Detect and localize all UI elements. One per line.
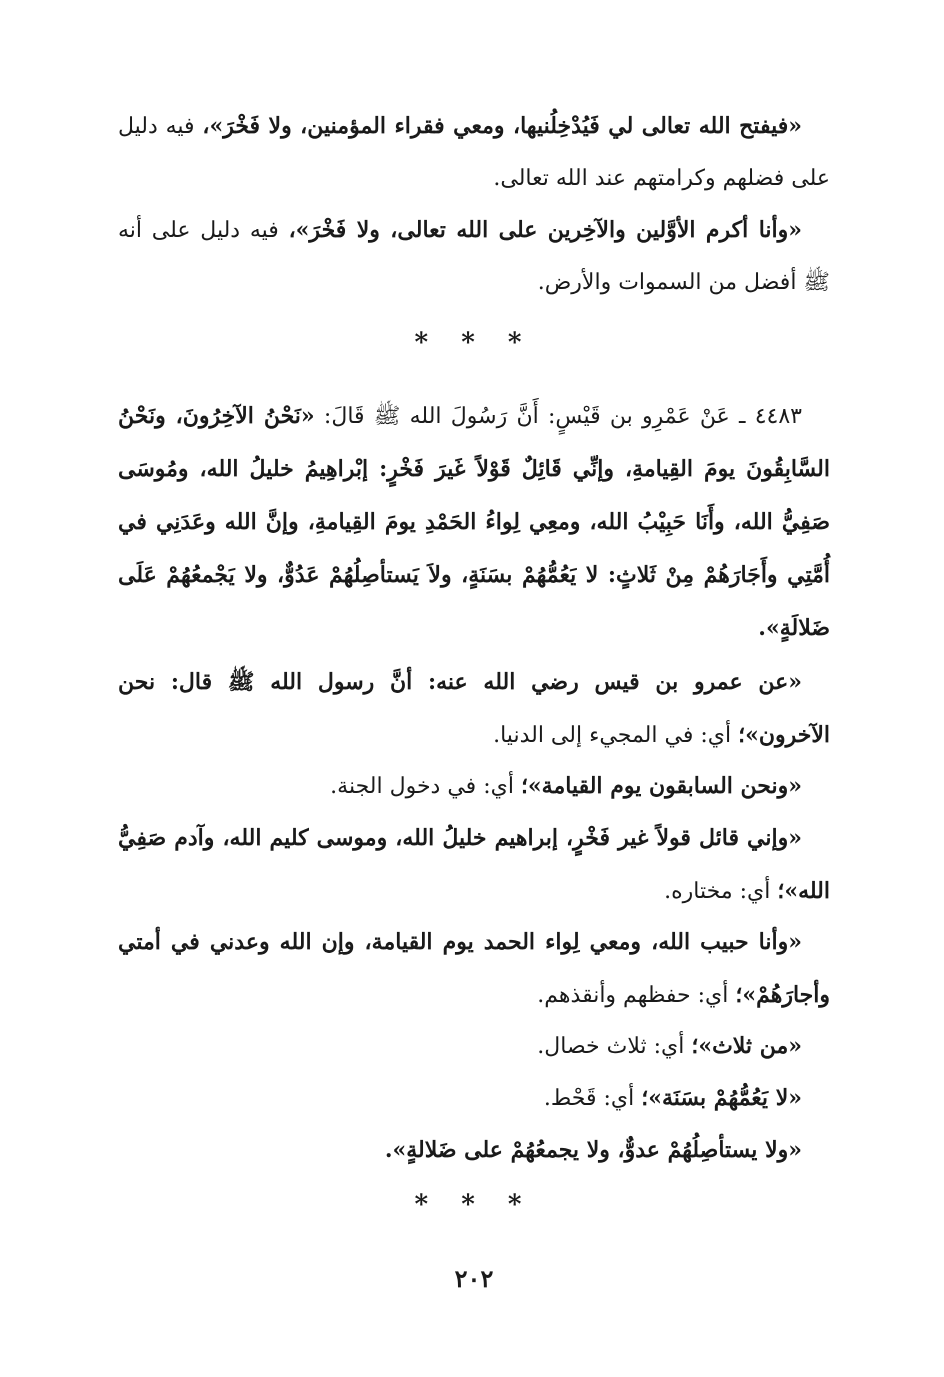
explanation-text: أي: قَحْط. xyxy=(543,1086,642,1111)
paragraph-2 xyxy=(118,204,830,309)
explanation-text: فيه دليل على فضلهم وكرامتهم عند الله تعالى. xyxy=(118,114,830,191)
section-separator: * * * xyxy=(414,1190,534,1220)
quote-text: «وإني قائل قولاً غير فَخْرٍ، إبراهيم خليلُ الله، وموسى كليم الله، وآدم صَفِيُّ الله»؛ xyxy=(118,825,830,904)
explanation-text: فيه دليل على أنه ﷺ أفضل من السموات والأرض. xyxy=(118,218,830,295)
explanation-text: أي: حفظهم وأنقذهم. xyxy=(537,983,736,1008)
commentary-6 xyxy=(118,1072,830,1125)
document-page xyxy=(118,100,830,1360)
page-number: ٢٠٢ xyxy=(454,1264,494,1293)
quote-text: «وأنا حبيب الله، ومعي لِواء الحمد يوم القيامة، وإن الله وعدني في أمتي وأجارَهُمْ»؛ xyxy=(118,929,830,1008)
commentary-1 xyxy=(118,656,830,762)
hadith-text: «نَحْنُ الآخِرُونَ، ونَحْنُ السَّابِقُونَ يومَ القِيامةِ، وإنِّي قَائِلٌ قَوْلاً غَيرَ فَخْرٍ: إبْراهِيمُ خليلُ الله، ومُوسَى صَفِيُّ الله، وأَنَا حَبِيْبُ الله، ومعِي لِواءُ الحَمْدِ يومَ القِيامةِ، وإنَّ الله وعَدَنِي في أُمَّتِي وأَجَارَهُمْ مِنْ ثَلاثٍ: لا يَعُمُّهُمْ بسَنَةٍ، ولاَ يَستأصِلُهُمْ عَدُوٌّ، ولا يَجْمعُهُمْ عَلَى ضَلالَةٍ». xyxy=(118,403,830,641)
hadith-intro: ـ عَنْ عَمْرِو بن قَيْسٍ: أَنَّ رَسُولَ الله ﷺ قَالَ: xyxy=(314,404,755,429)
hadith-number: ٤٤٨٣ xyxy=(754,404,802,429)
commentary-7 xyxy=(118,1124,830,1177)
quote-text: «لا يَعُمُّهُمْ بسَنَة»؛ xyxy=(641,1085,802,1111)
explanation-text: أي: في دخول الجنة. xyxy=(330,774,521,799)
quote-text: «عن عمرو بن قيس رضي الله عنه: أنَّ رسول الله ﷺ قال: نحن الآخرون»؛ xyxy=(118,669,830,748)
section-separator: * * * xyxy=(414,328,534,358)
commentary-3 xyxy=(118,812,830,918)
explanation-text: أي: مختاره. xyxy=(664,879,778,904)
quote-text: «من ثلاث»؛ xyxy=(691,1033,802,1059)
explanation-text: أي: في المجيء إلى الدنيا. xyxy=(493,723,739,748)
quote-text: «فيفتح الله تعالى لي فَيُدْخِلُنيها، ومعي فقراء المؤمنين، ولا فَخْرَ»، xyxy=(202,113,802,139)
commentary-2 xyxy=(118,760,830,813)
quote-text: «ونحن السابقون يوم القيامة»؛ xyxy=(520,773,802,799)
quote-text: «ولا يستأصِلُهُمْ عدوٌّ، ولا يجمعُهُمْ على ضَلالةٍ». xyxy=(384,1137,802,1163)
paragraph-1 xyxy=(118,100,830,205)
commentary-4 xyxy=(118,916,830,1022)
hadith-paragraph xyxy=(118,390,830,655)
quote-text: «وأنا أكرم الأوَّلين والآخِرين على الله تعالى، ولا فَخْرَ»، xyxy=(288,217,803,243)
explanation-text: أي: ثلاث خصال. xyxy=(537,1034,692,1059)
commentary-5 xyxy=(118,1020,830,1073)
